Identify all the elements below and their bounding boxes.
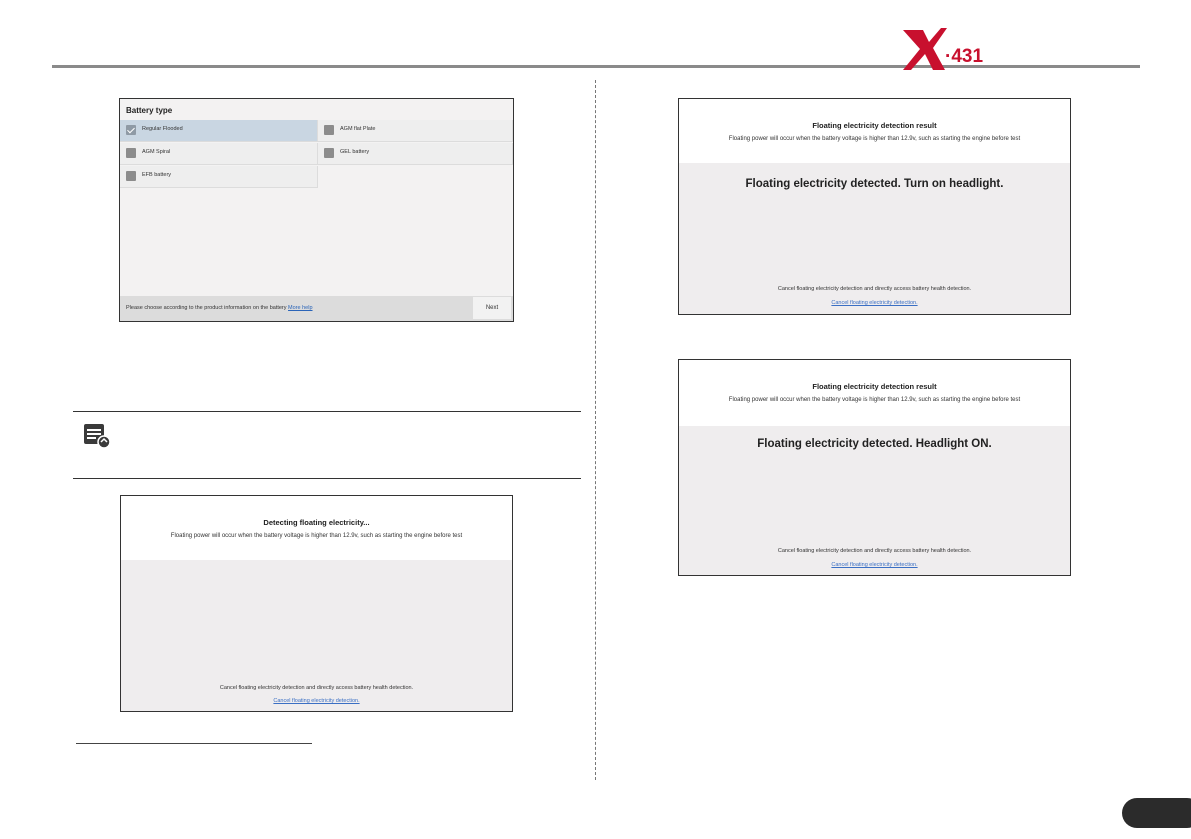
note-top-rule (73, 411, 581, 412)
x431-logo (893, 22, 983, 74)
battery-option-label: AGM Spiral (142, 149, 171, 155)
cancel-detection-link[interactable]: Cancel floating electricity detection. (831, 562, 918, 568)
result-message: Floating electricity detected. Headlight ON. (757, 438, 992, 450)
cancel-description: Cancel floating electricity detection and directly access battery health detection. (219, 685, 414, 691)
note-icon (82, 422, 112, 450)
checkbox-icon[interactable] (324, 148, 334, 158)
battery-option-efb[interactable] (120, 166, 318, 188)
column-divider (595, 80, 596, 780)
cancel-detection-link[interactable]: Cancel floating electricity detection. (831, 300, 918, 306)
battery-option-agm-spiral[interactable] (120, 143, 318, 165)
cancel-detection-link[interactable]: Cancel floating electricity detection. (273, 698, 360, 704)
checkbox-icon[interactable] (126, 148, 136, 158)
result-title: Floating electricity detection result (812, 382, 937, 391)
battery-option-regular-flooded[interactable] (120, 120, 318, 142)
result-turn-on-screen (678, 98, 1071, 315)
page-number-badge (1122, 798, 1191, 828)
checkbox-checked-icon[interactable] (126, 125, 136, 135)
more-help-link[interactable]: More help (288, 305, 313, 311)
footer-hint-text: Please choose according to the product information on the battery (126, 305, 287, 311)
battery-option-label: GEL battery (340, 149, 370, 155)
battery-option-label: AGM flat Plate (340, 126, 376, 132)
footer-hint (126, 305, 313, 311)
detecting-screen (120, 495, 513, 712)
battery-option-agm-flat-plate[interactable] (318, 120, 513, 142)
svg-text:·431: ·431 (945, 46, 983, 67)
note-bottom-rule (73, 478, 581, 479)
footnote-rule (76, 743, 312, 744)
result-title: Floating electricity detection result (812, 121, 937, 130)
result-headlight-on-screen (678, 359, 1071, 576)
checkbox-icon[interactable] (126, 171, 136, 181)
battery-type-screen (119, 98, 514, 322)
result-message: Floating electricity detected. Turn on headlight. (745, 178, 1004, 190)
detecting-subtitle: Floating power will occur when the battery voltage is higher than 12.9v, such as starting the engine before test (170, 533, 463, 539)
next-button[interactable]: Next (473, 297, 511, 319)
cancel-description: Cancel floating electricity detection and directly access battery health detection. (777, 548, 972, 554)
battery-option-label: EFB battery (142, 172, 172, 178)
battery-option-label: Regular Flooded (142, 126, 183, 132)
battery-option-gel[interactable] (318, 143, 513, 165)
battery-type-footer (120, 296, 513, 321)
detecting-title: Detecting floating electricity... (263, 518, 370, 527)
result-subtitle: Floating power will occur when the battery voltage is higher than 12.9v, such as starting the engine before test (728, 397, 1021, 403)
battery-type-title: Battery type (126, 106, 173, 115)
result-subtitle: Floating power will occur when the battery voltage is higher than 12.9v, such as starting the engine before test (728, 136, 1021, 142)
cancel-description: Cancel floating electricity detection and directly access battery health detection. (777, 286, 972, 292)
checkbox-icon[interactable] (324, 125, 334, 135)
